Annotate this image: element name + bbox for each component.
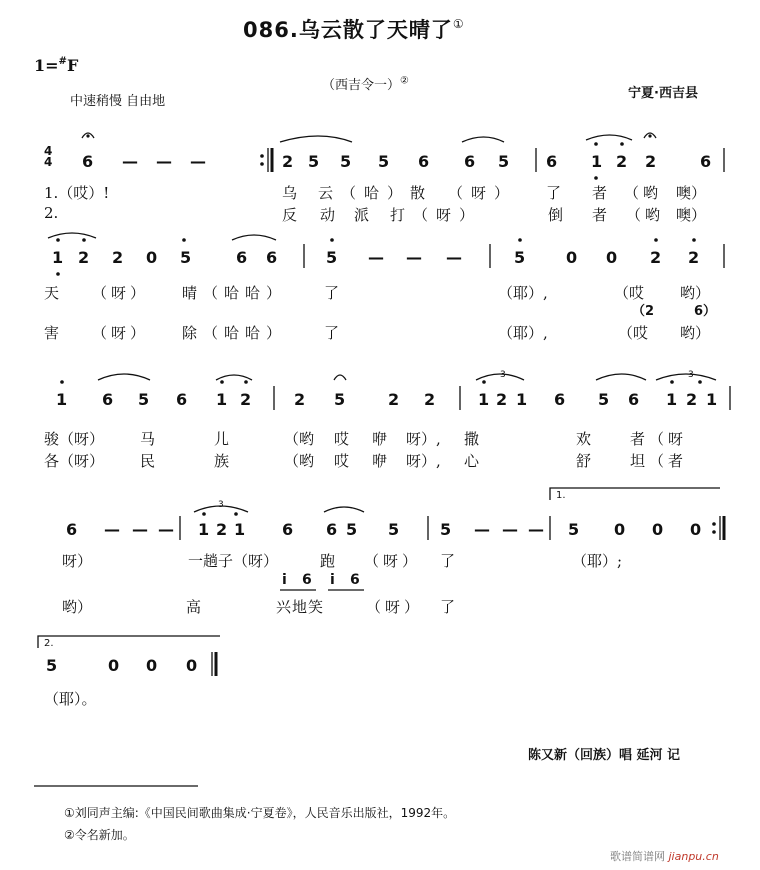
note: 2 [645, 152, 657, 171]
note: — [156, 152, 172, 171]
note: 5 [138, 390, 150, 409]
note: 6 [700, 152, 712, 171]
lyric: 2. [44, 204, 59, 222]
note: 6 [266, 248, 278, 267]
lyric: 高 [186, 598, 202, 616]
note: 0 [186, 656, 198, 675]
key-signature: 1=#F [34, 56, 79, 75]
note: — [132, 520, 148, 539]
note: — [406, 248, 422, 267]
note: 5 [388, 520, 400, 539]
lyric: 民 [140, 452, 156, 470]
note: 0 [566, 248, 578, 267]
note: 6 [554, 390, 566, 409]
note: 6 [326, 520, 338, 539]
note: — [502, 520, 518, 539]
note: 5 [598, 390, 610, 409]
lyric: （耶）, [498, 284, 548, 302]
alt-note: （2 [632, 304, 655, 319]
note: 1 [666, 390, 678, 409]
lyric: 族 [214, 452, 230, 470]
note: — [122, 152, 138, 171]
lyric: （呀） [364, 552, 422, 570]
note: 6 [418, 152, 430, 171]
lyric: 者（呀 [630, 430, 688, 448]
lyric: 呀） [62, 552, 93, 570]
alt-note: 6 [302, 572, 312, 588]
note: 5 [568, 520, 580, 539]
lyric: 哟） [680, 324, 711, 342]
note: 6 [546, 152, 558, 171]
note: 5 [440, 520, 452, 539]
lyric: 一趟子（呀） [188, 552, 279, 570]
volta-label: 2. [44, 638, 54, 649]
volta-label: 1. [556, 490, 566, 501]
note: 1 [198, 520, 210, 539]
lyric: 呀）, [406, 452, 441, 470]
lyric: 害 [44, 324, 60, 342]
note: — [104, 520, 120, 539]
footnote-1: ①刘同声主编:《中国民间歌曲集成·宁夏卷》，人民音乐出版社，1992年。 [64, 806, 456, 820]
lyric: （哟 [624, 184, 663, 202]
lyric: （呀） [448, 184, 518, 202]
lyric: （哎 [618, 324, 649, 342]
note: 5 [326, 248, 338, 267]
lyric: 动 [320, 206, 336, 224]
note: 2 [112, 248, 124, 267]
note: 2 [282, 152, 294, 171]
lyric: 哟） [680, 284, 711, 302]
lyric: 马 [140, 430, 156, 448]
song-title: 086.乌云散了天晴了① [243, 17, 465, 42]
note: 5 [46, 656, 58, 675]
note: — [158, 520, 174, 539]
lyric: 噢） [676, 206, 707, 224]
lyric: 咿 [372, 452, 388, 470]
lyric: （哎 [614, 284, 645, 302]
note: 0 [690, 520, 702, 539]
lyric: 了 [546, 184, 562, 202]
note: 2 [686, 390, 698, 409]
lyric: 哎 [334, 430, 350, 448]
lyric: 咿 [372, 430, 388, 448]
note: — [474, 520, 490, 539]
note: 1 [52, 248, 64, 267]
lyric: 反 [282, 206, 298, 224]
note: 2 [388, 390, 400, 409]
lyric: 晴（哈哈） [182, 284, 288, 302]
note: 6 [464, 152, 476, 171]
note: 0 [652, 520, 664, 539]
alt-note: i [282, 572, 287, 588]
credit-line: 陈又新（回族）唱 延河 记 [528, 748, 681, 763]
note: 2 [688, 248, 700, 267]
lyric: 派 [354, 206, 370, 224]
note: 5 [378, 152, 390, 171]
lyric: （哟 [284, 430, 315, 448]
note: 2 [294, 390, 306, 409]
lyric: 天 [44, 284, 60, 302]
note: 1 [591, 152, 603, 171]
lyric: 呀）, [406, 430, 441, 448]
lyric: 骏（呀） [44, 430, 105, 448]
lyric: 了 [440, 552, 456, 570]
note: 2 [78, 248, 90, 267]
note: 6 [176, 390, 188, 409]
lyric: 者 [592, 184, 608, 202]
note: 0 [108, 656, 120, 675]
lyric: 除（哈哈） [182, 324, 288, 342]
note: — [190, 152, 206, 171]
note: 2 [650, 248, 662, 267]
lyric: 心 [464, 452, 480, 470]
note: 5 [340, 152, 352, 171]
lyric: 打（呀） [390, 206, 483, 224]
lyric: 跑 [320, 552, 336, 570]
lyric: （耶）, [498, 324, 548, 342]
triplet-mark: 3 [688, 370, 694, 380]
alt-note: 6 [350, 572, 360, 588]
lyric: 了 [324, 284, 340, 302]
note: 2 [216, 520, 228, 539]
lyric: 撒 [464, 430, 480, 448]
lyric: 各（呀） [44, 452, 105, 470]
note: 1 [706, 390, 718, 409]
lyric: 哎 [334, 452, 350, 470]
note: 2 [496, 390, 508, 409]
note: 5 [180, 248, 192, 267]
lyric: （呀） [366, 598, 424, 616]
note: — [528, 520, 544, 539]
title-footnote-mark: ① [452, 17, 465, 31]
note: 5 [514, 248, 526, 267]
watermark: 歌谱简谱网 jianpu.cn [610, 850, 719, 863]
note: 6 [282, 520, 294, 539]
note: 1 [516, 390, 528, 409]
lyric: 坦（者 [630, 452, 688, 470]
lyric: （哟 [284, 452, 315, 470]
note: 5 [498, 152, 510, 171]
note: 1 [216, 390, 228, 409]
note: 1 [56, 390, 68, 409]
note: 0 [146, 248, 158, 267]
region-label: 宁夏·西吉县 [628, 86, 698, 101]
note: 1 [478, 390, 490, 409]
lyric: 欢 [576, 430, 592, 448]
note: 5 [334, 390, 346, 409]
lyric: 兴地笑 [276, 598, 325, 616]
note: 5 [308, 152, 320, 171]
note: 6 [236, 248, 248, 267]
lyric: 儿 [214, 430, 230, 448]
lyric: 哟） [62, 598, 93, 616]
note: — [446, 248, 462, 267]
note: 6 [628, 390, 640, 409]
lyric: （呀） [92, 284, 150, 302]
note: 1 [234, 520, 246, 539]
lyric: （哟 [626, 206, 665, 224]
lyric: 舒 [576, 452, 592, 470]
alt-note: 6） [694, 304, 717, 319]
note: 2 [240, 390, 252, 409]
note: 0 [146, 656, 158, 675]
subtitle: （西吉令一）② [322, 75, 409, 93]
note: 5 [346, 520, 358, 539]
lyric: 乌 [282, 184, 298, 202]
alt-note: i [330, 572, 335, 588]
lyric: 了 [440, 598, 456, 616]
lyric: （耶）。 [44, 690, 97, 708]
lyric: 1.（哎）! [44, 184, 110, 202]
lyric: 噢） [676, 184, 707, 202]
note: 6 [66, 520, 78, 539]
lyric: 者 [592, 206, 608, 224]
tempo-marking: 中速稍慢 自由地 [70, 94, 166, 109]
triplet-mark: 3 [500, 370, 506, 380]
note: 0 [614, 520, 626, 539]
note: 2 [616, 152, 628, 171]
note: 0 [606, 248, 618, 267]
note: 6 [102, 390, 114, 409]
lyric: 倒 [548, 206, 564, 224]
time-signature: 4 4 [44, 144, 53, 169]
lyric: 了 [324, 324, 340, 342]
note: — [368, 248, 384, 267]
lyric: （耶）; [572, 552, 623, 570]
note: 6 [82, 152, 94, 171]
lyric: （呀） [92, 324, 150, 342]
footnote-2: ②令名新加。 [64, 828, 135, 842]
lyric: 云（哈）散 [318, 184, 434, 202]
note: 2 [424, 390, 436, 409]
triplet-mark: 3 [218, 500, 224, 510]
